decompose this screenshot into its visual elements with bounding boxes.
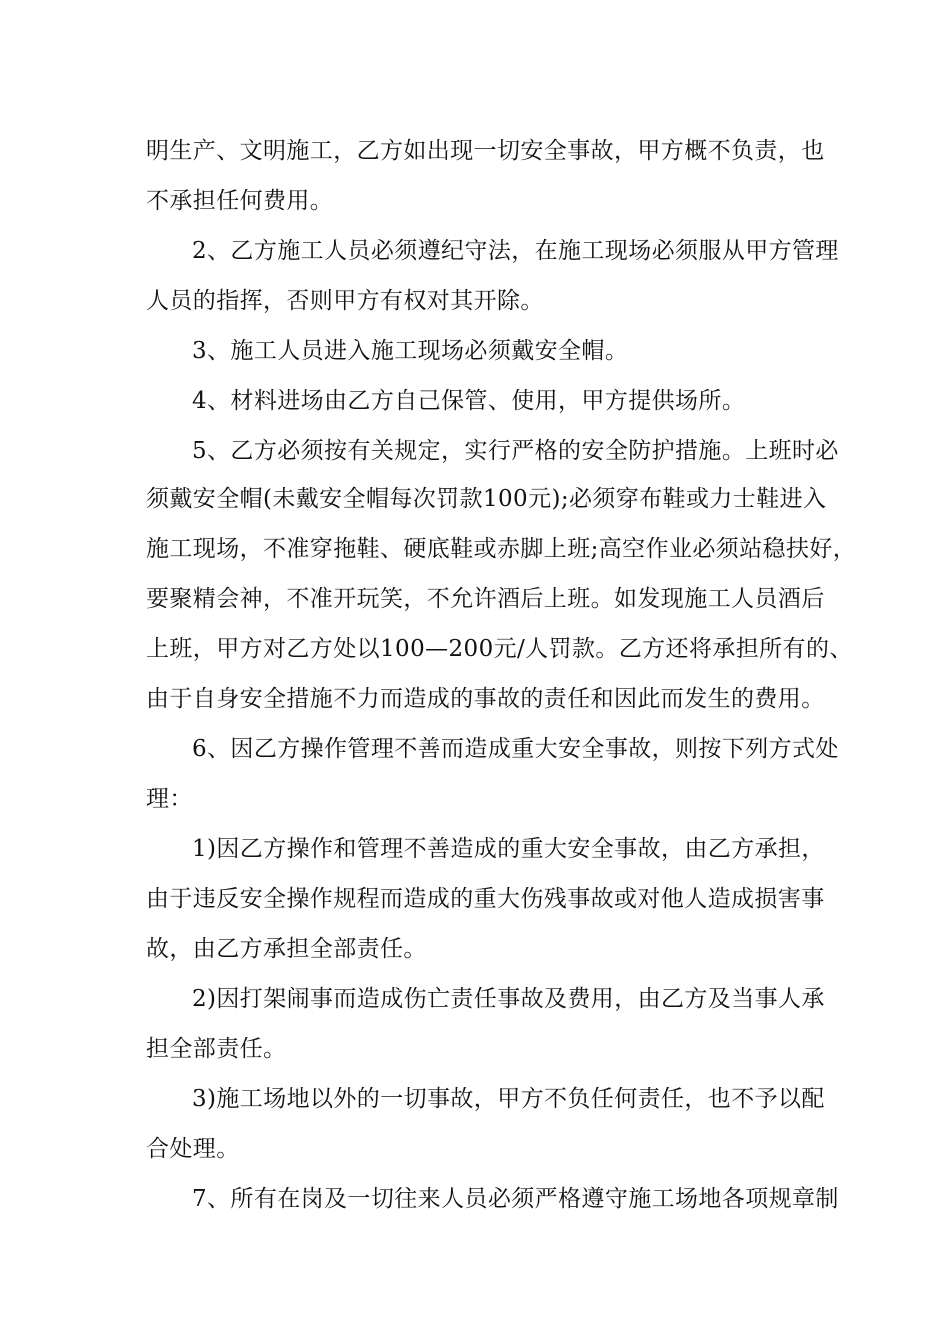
text-line: 明生产、文明施工，乙方如出现一切安全事故，甲方概不负责，也 <box>146 138 825 164</box>
text-line: 施工现场，不准穿拖鞋、硬底鞋或赤脚上班;高空作业必须站稳扶好， <box>146 536 857 562</box>
text-line: 6、因乙方操作管理不善而造成重大安全事故，则按下列方式处 <box>192 736 839 762</box>
text-line: 3)施工场地以外的一切事故，甲方不负任何责任，也不予以配 <box>192 1086 825 1112</box>
text-line: 理： <box>146 786 193 812</box>
text-line: 不承担任何费用。 <box>146 188 334 214</box>
text-line: 故，由乙方承担全部责任。 <box>146 936 427 962</box>
text-line: 须戴安全帽(未戴安全帽每次罚款100元);必须穿布鞋或力士鞋进入 <box>146 486 827 512</box>
text-line: 7、所有在岗及一切往来人员必须严格遵守施工场地各项规章制 <box>192 1186 839 1212</box>
text-line: 担全部责任。 <box>146 1036 287 1062</box>
text-line: 要聚精会神，不准开玩笑，不允许酒后上班。如发现施工人员酒后 <box>146 586 825 612</box>
text-line: 人员的指挥，否则甲方有权对其开除。 <box>146 288 544 314</box>
text-line: 由于自身安全措施不力而造成的事故的责任和因此而发生的费用。 <box>146 686 825 712</box>
text-line: 1)因乙方操作和管理不善造成的重大安全事故，由乙方承担， <box>192 836 825 862</box>
text-line: 2、乙方施工人员必须遵纪守法，在施工现场必须服从甲方管理 <box>192 238 839 264</box>
text-line: 3、施工人员进入施工现场必须戴安全帽。 <box>192 338 629 364</box>
text-line: 4、材料进场由乙方自己保管、使用，甲方提供场所。 <box>192 388 746 414</box>
text-line: 由于违反安全操作规程而造成的重大伤残事故或对他人造成损害事 <box>146 886 825 912</box>
text-line: 上班，甲方对乙方处以100—200元/人罚款。乙方还将承担所有的、 <box>146 636 853 662</box>
text-line: 2)因打架闹事而造成伤亡责任事故及费用，由乙方及当事人承 <box>192 986 825 1012</box>
text-line: 合处理。 <box>146 1136 240 1162</box>
text-line: 5、乙方必须按有关规定，实行严格的安全防护措施。上班时必 <box>192 438 839 464</box>
